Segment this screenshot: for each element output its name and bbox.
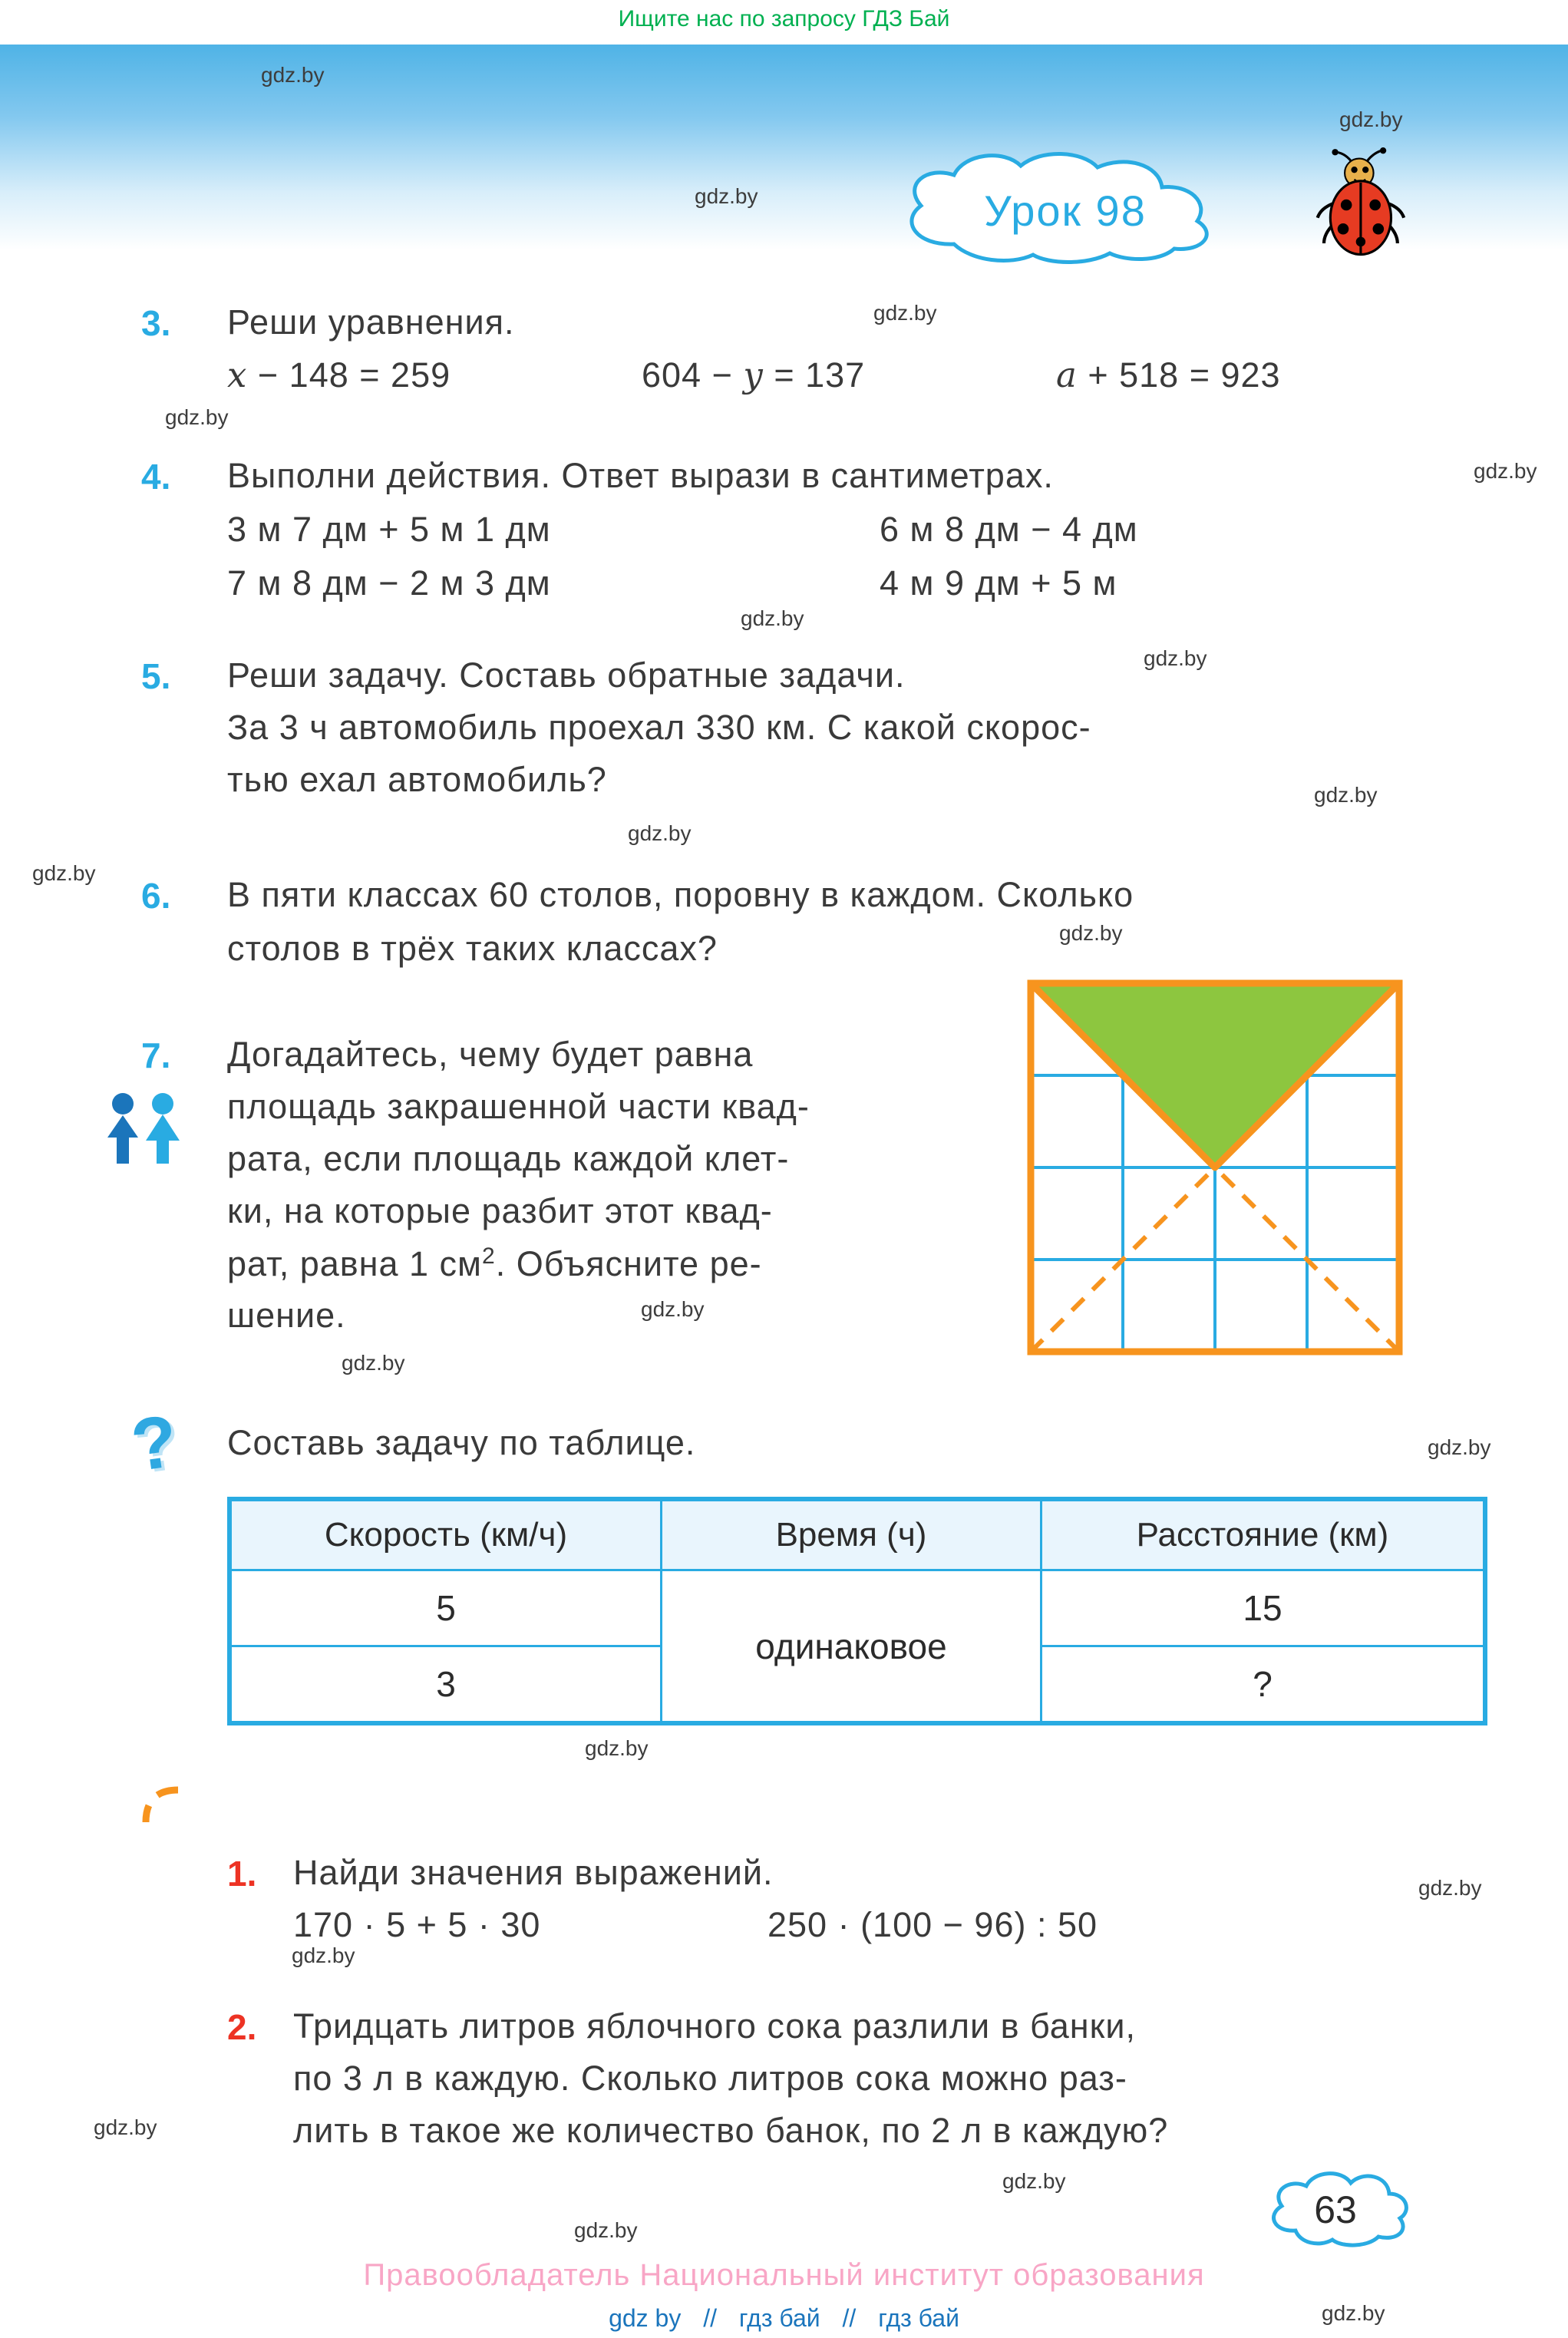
watermark: gdz.by [261, 63, 325, 87]
task-4-number: 4. [141, 457, 171, 497]
task-7-line: шение. [227, 1296, 346, 1335]
task-7-line [227, 1243, 762, 1284]
task-1-expression: 250 · (100 − 96) : 50 [767, 1905, 1098, 1944]
pair-work-kids-icon [97, 1090, 192, 1167]
task-3-title: Реши уравнения. [227, 302, 515, 342]
distance-cell: ? [1041, 1646, 1486, 1724]
task-7-line: площадь закрашенной части квад- [227, 1087, 810, 1126]
task-4-expression: 6 м 8 дм − 4 дм [880, 510, 1138, 549]
watermark: gdz.by [585, 1736, 649, 1760]
task-4-expression: 4 м 9 дм + 5 м [880, 563, 1117, 603]
watermark: gdz.by [628, 821, 692, 845]
question-mark-icon: ? [126, 1399, 183, 1488]
task-2-number: 2. [227, 2007, 257, 2047]
task-3-number: 3. [141, 303, 171, 343]
watermark: gdz.by [1314, 783, 1378, 807]
lesson-cloud [881, 144, 1249, 273]
task-7-line: рата, если площадь каждой клет- [227, 1139, 790, 1178]
table-row [229, 1570, 1485, 1646]
watermark: gdz.by [574, 2218, 638, 2242]
footer-link[interactable]: gdz by [609, 2304, 682, 2332]
task-7-number: 7. [141, 1035, 171, 1075]
watermark: gdz.by [342, 1351, 405, 1375]
task-6-line: В пяти классах 60 столов, поровну в каждом. Сколько [227, 875, 1134, 914]
footer-link[interactable]: гдз бай [738, 2304, 820, 2332]
speed-cell: 5 [229, 1570, 662, 1646]
ladybug-icon [1314, 147, 1411, 263]
watermark: gdz.by [1002, 2169, 1066, 2193]
equation-2 [642, 355, 865, 395]
equation-3 [1056, 355, 1281, 395]
task-5-number: 5. [141, 656, 171, 696]
watermark: gdz.by [1144, 646, 1207, 670]
link-separator: // [703, 2304, 718, 2332]
table-header-time: Время (ч) [662, 1499, 1041, 1570]
task-2-line: лить в такое же количество банок, по 2 л в каждую? [293, 2111, 1169, 2150]
watermark: gdz.by [873, 301, 937, 325]
watermark: gdz.by [1418, 1876, 1482, 1900]
equation-variable: y [743, 355, 764, 395]
task-7-line: Догадайтесь, чему будет равна [227, 1035, 754, 1074]
task-5-line: За 3 ч автомобиль проехал 330 км. С какой скорос- [227, 708, 1091, 747]
task-7-line-post: . Объясните ре- [495, 1244, 762, 1283]
top-banner: Ищите нас по запросу ГДЗ Бай [618, 6, 950, 31]
table-task-title: Составь задачу по таблице. [227, 1423, 696, 1462]
equation-post: − 148 = 259 [247, 355, 451, 395]
copyright-line: Правообладатель Национальный институт образования [363, 2258, 1205, 2292]
task-5-line: тью ехал автомобиль? [227, 760, 607, 799]
equation-post: + 518 = 923 [1077, 355, 1281, 395]
task-7-line-pre: рат, равна 1 см [227, 1244, 482, 1283]
watermark: gdz.by [695, 184, 758, 208]
task-1-number: 1. [227, 1854, 257, 1894]
watermark: gdz.by [1059, 921, 1123, 945]
table-header-speed: Скорость (км/ч) [229, 1499, 662, 1570]
footer-links [0, 2304, 1568, 2333]
watermark: gdz.by [94, 2115, 157, 2139]
task-4-expression: 7 м 8 дм − 2 м 3 дм [227, 563, 551, 603]
watermark: gdz.by [32, 861, 96, 885]
square-grid-figure [1027, 979, 1403, 1356]
task-2-line: по 3 л в каждую. Сколько литров сока можно раз- [293, 2059, 1127, 2098]
equation-variable: x [227, 355, 248, 395]
lesson-title: Урок 98 [984, 187, 1147, 235]
equation-post: = 137 [763, 355, 866, 395]
watermark: gdz.by [1322, 2301, 1385, 2325]
watermark: gdz.by [165, 405, 229, 429]
task-5-line: Реши задачу. Составь обратные задачи. [227, 655, 906, 695]
superscript-2: 2 [482, 1243, 496, 1269]
task-1-expression: 170 · 5 + 5 · 30 [293, 1905, 541, 1944]
watermark: gdz.by [1428, 1435, 1491, 1459]
task-6-number: 6. [141, 876, 171, 916]
task-6-line: столов в трёх таких классах? [227, 929, 718, 968]
watermark: gdz.by [292, 1943, 355, 1967]
link-separator: // [842, 2304, 857, 2332]
task-4-expression: 3 м 7 дм + 5 м 1 дм [227, 510, 551, 549]
equation-variable: a [1056, 355, 1078, 395]
page-number: 63 [1314, 2188, 1357, 2231]
equation-pre: 604 − [642, 355, 744, 395]
task-7-line: ки, на которые разбит этот квад- [227, 1191, 773, 1230]
task-2-line: Тридцать литров яблочного сока разлили в банки, [293, 2006, 1136, 2046]
watermark: gdz.by [1474, 459, 1537, 483]
page-number-cloud [1259, 2163, 1412, 2251]
equation-1 [227, 355, 451, 395]
speed-cell: 3 [229, 1646, 662, 1724]
watermark: gdz.by [1339, 107, 1403, 131]
watermark: gdz.by [741, 606, 804, 630]
footer-link[interactable]: гдз бай [878, 2304, 959, 2332]
distance-cell: 15 [1041, 1570, 1486, 1646]
speed-time-distance-table [227, 1497, 1487, 1725]
table-header-distance: Расстояние (км) [1041, 1499, 1486, 1570]
watermark: gdz.by [641, 1297, 705, 1321]
time-shared-cell: одинаковое [662, 1570, 1041, 1724]
task-1-title: Найди значения выражений. [293, 1853, 774, 1892]
task-4-title: Выполни действия. Ответ вырази в сантиметрах. [227, 456, 1054, 495]
